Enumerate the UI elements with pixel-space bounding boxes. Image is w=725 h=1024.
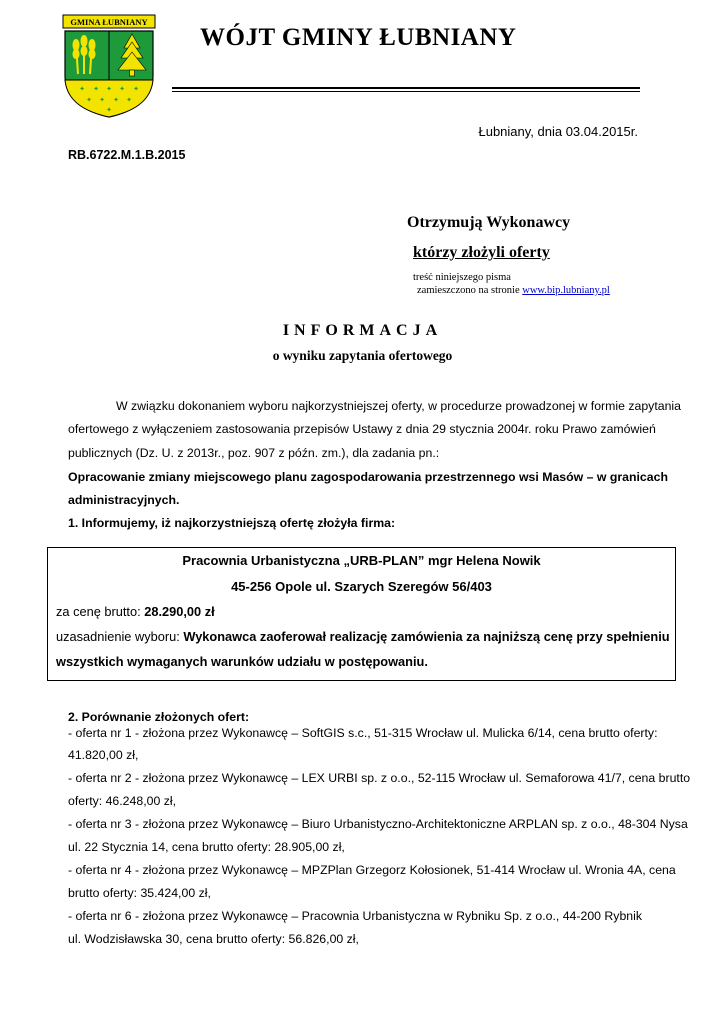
document-title: WÓJT GMINY ŁUBNIANY <box>200 24 517 51</box>
info-subheading: o wyniku zapytania ofertowego <box>272 348 453 363</box>
publication-note-1: treść niniejszego pisma <box>413 272 511 283</box>
coat-of-arms <box>62 14 156 118</box>
date-line: Łubniany, dnia 03.04.2015r. <box>478 124 638 139</box>
offer-line: brutto oferty: 35.424,00 zł, <box>68 886 211 900</box>
recipients-line-1: Otrzymują Wykonawcy <box>407 214 571 231</box>
task-title-line: administracyjnych. <box>68 493 180 507</box>
offer-line: - oferta nr 1 - złożona przez Wykonawcę – SoftGIS s.c., 51-315 Wrocław ul. Mulicka 6/14, cena brutto oferty: <box>68 726 658 740</box>
reason-label: uzasadnienie wyboru: <box>56 629 184 644</box>
point-1-heading: 1. Informujemy, iż najkorzystniejszą ofertę złożyła firma: <box>68 516 396 530</box>
svg-text:✦: ✦ <box>79 85 85 93</box>
offer-line: oferty: 46.248,00 zł, <box>68 794 177 808</box>
svg-text:✦: ✦ <box>119 85 125 93</box>
header-rule-thin <box>172 91 640 92</box>
info-heading: INFORMACJA <box>282 322 443 339</box>
paragraph-line: publicznych (Dz. U. z 2013r., poz. 907 z późn. zm.), dla zadania pn.: <box>68 446 440 460</box>
winner-reason-cont: wszystkich wymaganych warunków udziału w postępowaniu. <box>56 654 428 669</box>
paragraph-line: W związku dokonaniem wyboru najkorzystniejszej oferty, w procedurze prowadzonej w formie zapytania <box>116 399 681 413</box>
comparison-heading: 2. Porównanie złożonych ofert: <box>68 710 250 724</box>
svg-text:✦: ✦ <box>106 106 112 114</box>
offer-line: - oferta nr 2 - złożona przez Wykonawcę – LEX URBI sp. z o.o., 52-115 Wrocław ul. Semaforowa 41/7, cena brutto <box>68 771 691 785</box>
header-rule <box>172 87 640 89</box>
bip-link[interactable]: www.bip.lubniany.pl <box>522 285 610 296</box>
winner-reason <box>56 629 670 644</box>
crest-label: GMINA ŁUBNIANY <box>70 17 148 27</box>
svg-text:✦: ✦ <box>126 96 132 104</box>
task-title-line: Opracowanie zmiany miejscowego planu zagospodarowania przestrzennego wsi Masów – w granicach <box>68 470 668 484</box>
svg-text:✦: ✦ <box>133 85 139 93</box>
winner-name: Pracownia Urbanistyczna „URB-PLAN” mgr Helena Nowik <box>182 553 541 568</box>
reason-text: Wykonawca zaoferował realizację zamówienia za najniższą cenę przy spełnieniu <box>183 629 670 644</box>
price-value: 28.290,00 zł <box>144 604 215 619</box>
offer-line: ul. 22 Stycznia 14, cena brutto oferty: 28.905,00 zł, <box>68 840 345 854</box>
offer-line: - oferta nr 3 - złożona przez Wykonawcę – Biuro Urbanistyczno-Architektoniczne ARPLAN sp. z o.o., 48-304 Nysa <box>68 817 688 831</box>
offer-line: ul. Wodzisławska 30, cena brutto oferty: 56.826,00 zł, <box>68 932 359 946</box>
recipients-line-2: którzy złożyli oferty <box>413 244 550 261</box>
svg-text:✦: ✦ <box>113 96 119 104</box>
winner-address: 45-256 Opole ul. Szarych Szeregów 56/403 <box>231 579 492 594</box>
svg-text:✦: ✦ <box>106 85 112 93</box>
svg-text:✦: ✦ <box>86 96 92 104</box>
offer-line: - oferta nr 6 - złożona przez Wykonawcę – Pracownia Urbanistyczna w Rybniku Sp. z o.o., 44-200 Rybnik <box>68 909 643 923</box>
svg-text:✦: ✦ <box>93 85 99 93</box>
svg-text:✦: ✦ <box>99 96 105 104</box>
publication-note-prefix: zamieszczono na stronie <box>417 285 523 296</box>
reference-number: RB.6722.M.1.B.2015 <box>68 148 186 162</box>
offer-line: - oferta nr 4 - złożona przez Wykonawcę – MPZPlan Grzegorz Kołosionek, 51-414 Wrocław ul. Wronia 4A, cena <box>68 863 676 877</box>
paragraph-line: ofertowego z wyłączeniem zastosowania przepisów Ustawy z dnia 29 stycznia 2004r. roku Prawo zamówień <box>68 422 656 436</box>
offer-line: 41.820,00 zł, <box>68 748 139 762</box>
publication-note-2 <box>417 285 610 296</box>
winner-price <box>56 604 644 619</box>
price-label: za cenę brutto: <box>56 604 145 619</box>
